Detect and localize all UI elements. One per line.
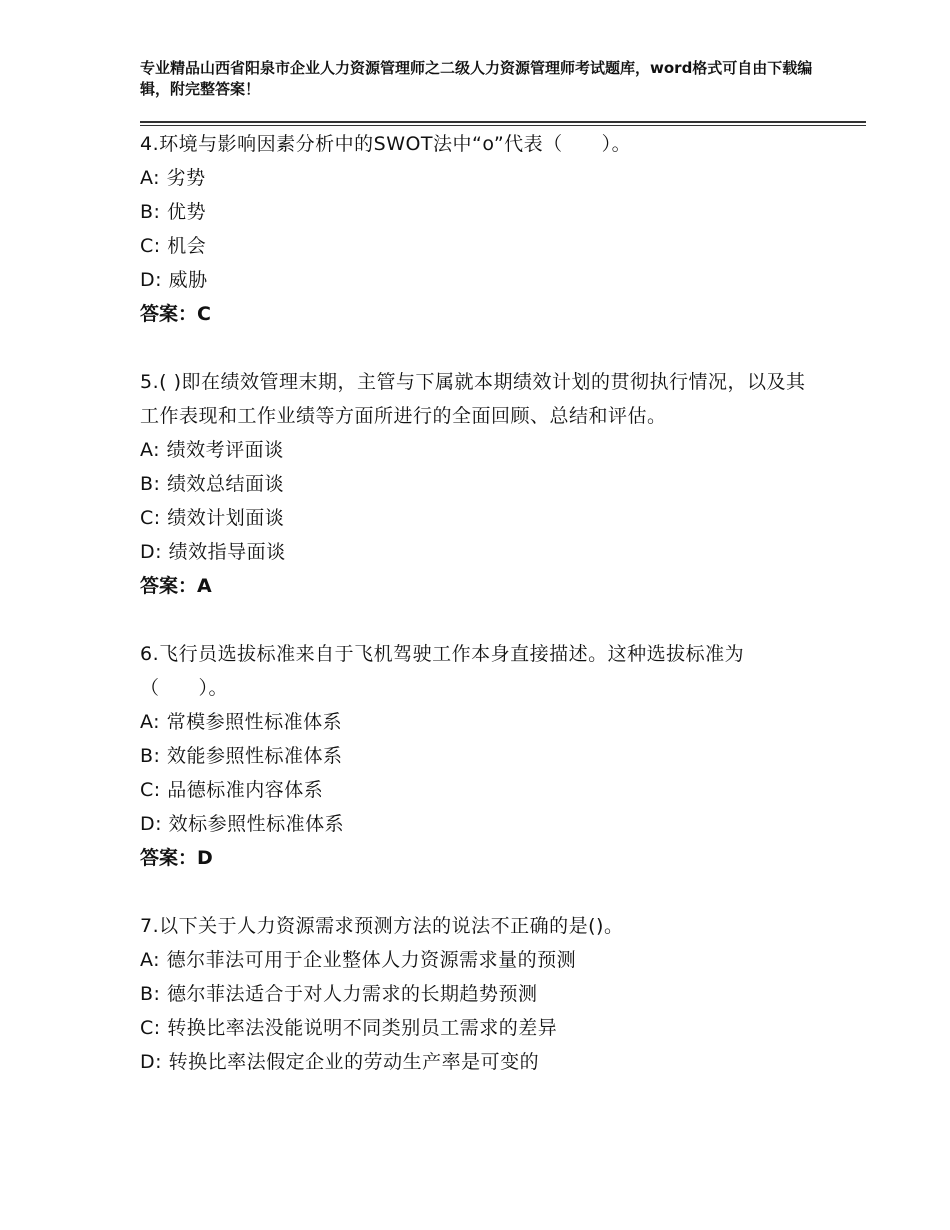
option-d: D: 绩效指导面谈 xyxy=(140,541,286,563)
option-a: A: 绩效考评面谈 xyxy=(140,439,284,461)
option-a: A: 劣势 xyxy=(140,167,206,189)
question-stem: 7.以下关于人力资源需求预测方法的说法不正确的是()。 xyxy=(140,915,624,937)
question-6 xyxy=(140,637,820,875)
answer-key: 答案：C xyxy=(140,303,211,325)
option-c: C: 转换比率法没能说明不同类别员工需求的差异 xyxy=(140,1017,558,1039)
header-divider-thick xyxy=(140,121,866,123)
answer-key: 答案：A xyxy=(140,575,212,597)
option-d: D: 威胁 xyxy=(140,269,208,291)
question-5 xyxy=(140,365,820,603)
question-stem: 4.环境与影响因素分析中的SWOT法中“o”代表（ ）。 xyxy=(140,133,632,155)
answer-key: 答案：D xyxy=(140,847,213,869)
question-list xyxy=(140,127,820,1079)
option-b: B: 德尔菲法适合于对人力需求的长期趋势预测 xyxy=(140,983,538,1005)
option-b: B: 优势 xyxy=(140,201,206,223)
option-a: A: 德尔菲法可用于企业整体人力资源需求量的预测 xyxy=(140,949,577,971)
option-a: A: 常模参照性标准体系 xyxy=(140,711,343,733)
document-header: 专业精品山西省阳泉市企业人力资源管理师之二级人力资源管理师考试题库，word格式可自由下载编辑，附完整答案！ xyxy=(140,59,813,98)
question-stem: 6.飞行员选拔标准来自于飞机驾驶工作本身直接描述。这种选拔标准为（ ）。 xyxy=(140,643,745,699)
option-c: C: 品德标准内容体系 xyxy=(140,779,324,801)
option-c: C: 绩效计划面谈 xyxy=(140,507,285,529)
question-7 xyxy=(140,909,820,1079)
question-stem: 5.( )即在绩效管理末期，主管与下属就本期绩效计划的贯彻执行情况，以及其工作表现和工作业绩等方面所进行的全面回顾、总结和评估。 xyxy=(140,371,806,427)
option-c: C: 机会 xyxy=(140,235,207,257)
header-divider-thin xyxy=(140,125,866,126)
question-4 xyxy=(140,127,820,331)
option-b: B: 绩效总结面谈 xyxy=(140,473,284,495)
option-d: D: 转换比率法假定企业的劳动生产率是可变的 xyxy=(140,1051,540,1073)
option-d: D: 效标参照性标准体系 xyxy=(140,813,345,835)
option-b: B: 效能参照性标准体系 xyxy=(140,745,343,767)
